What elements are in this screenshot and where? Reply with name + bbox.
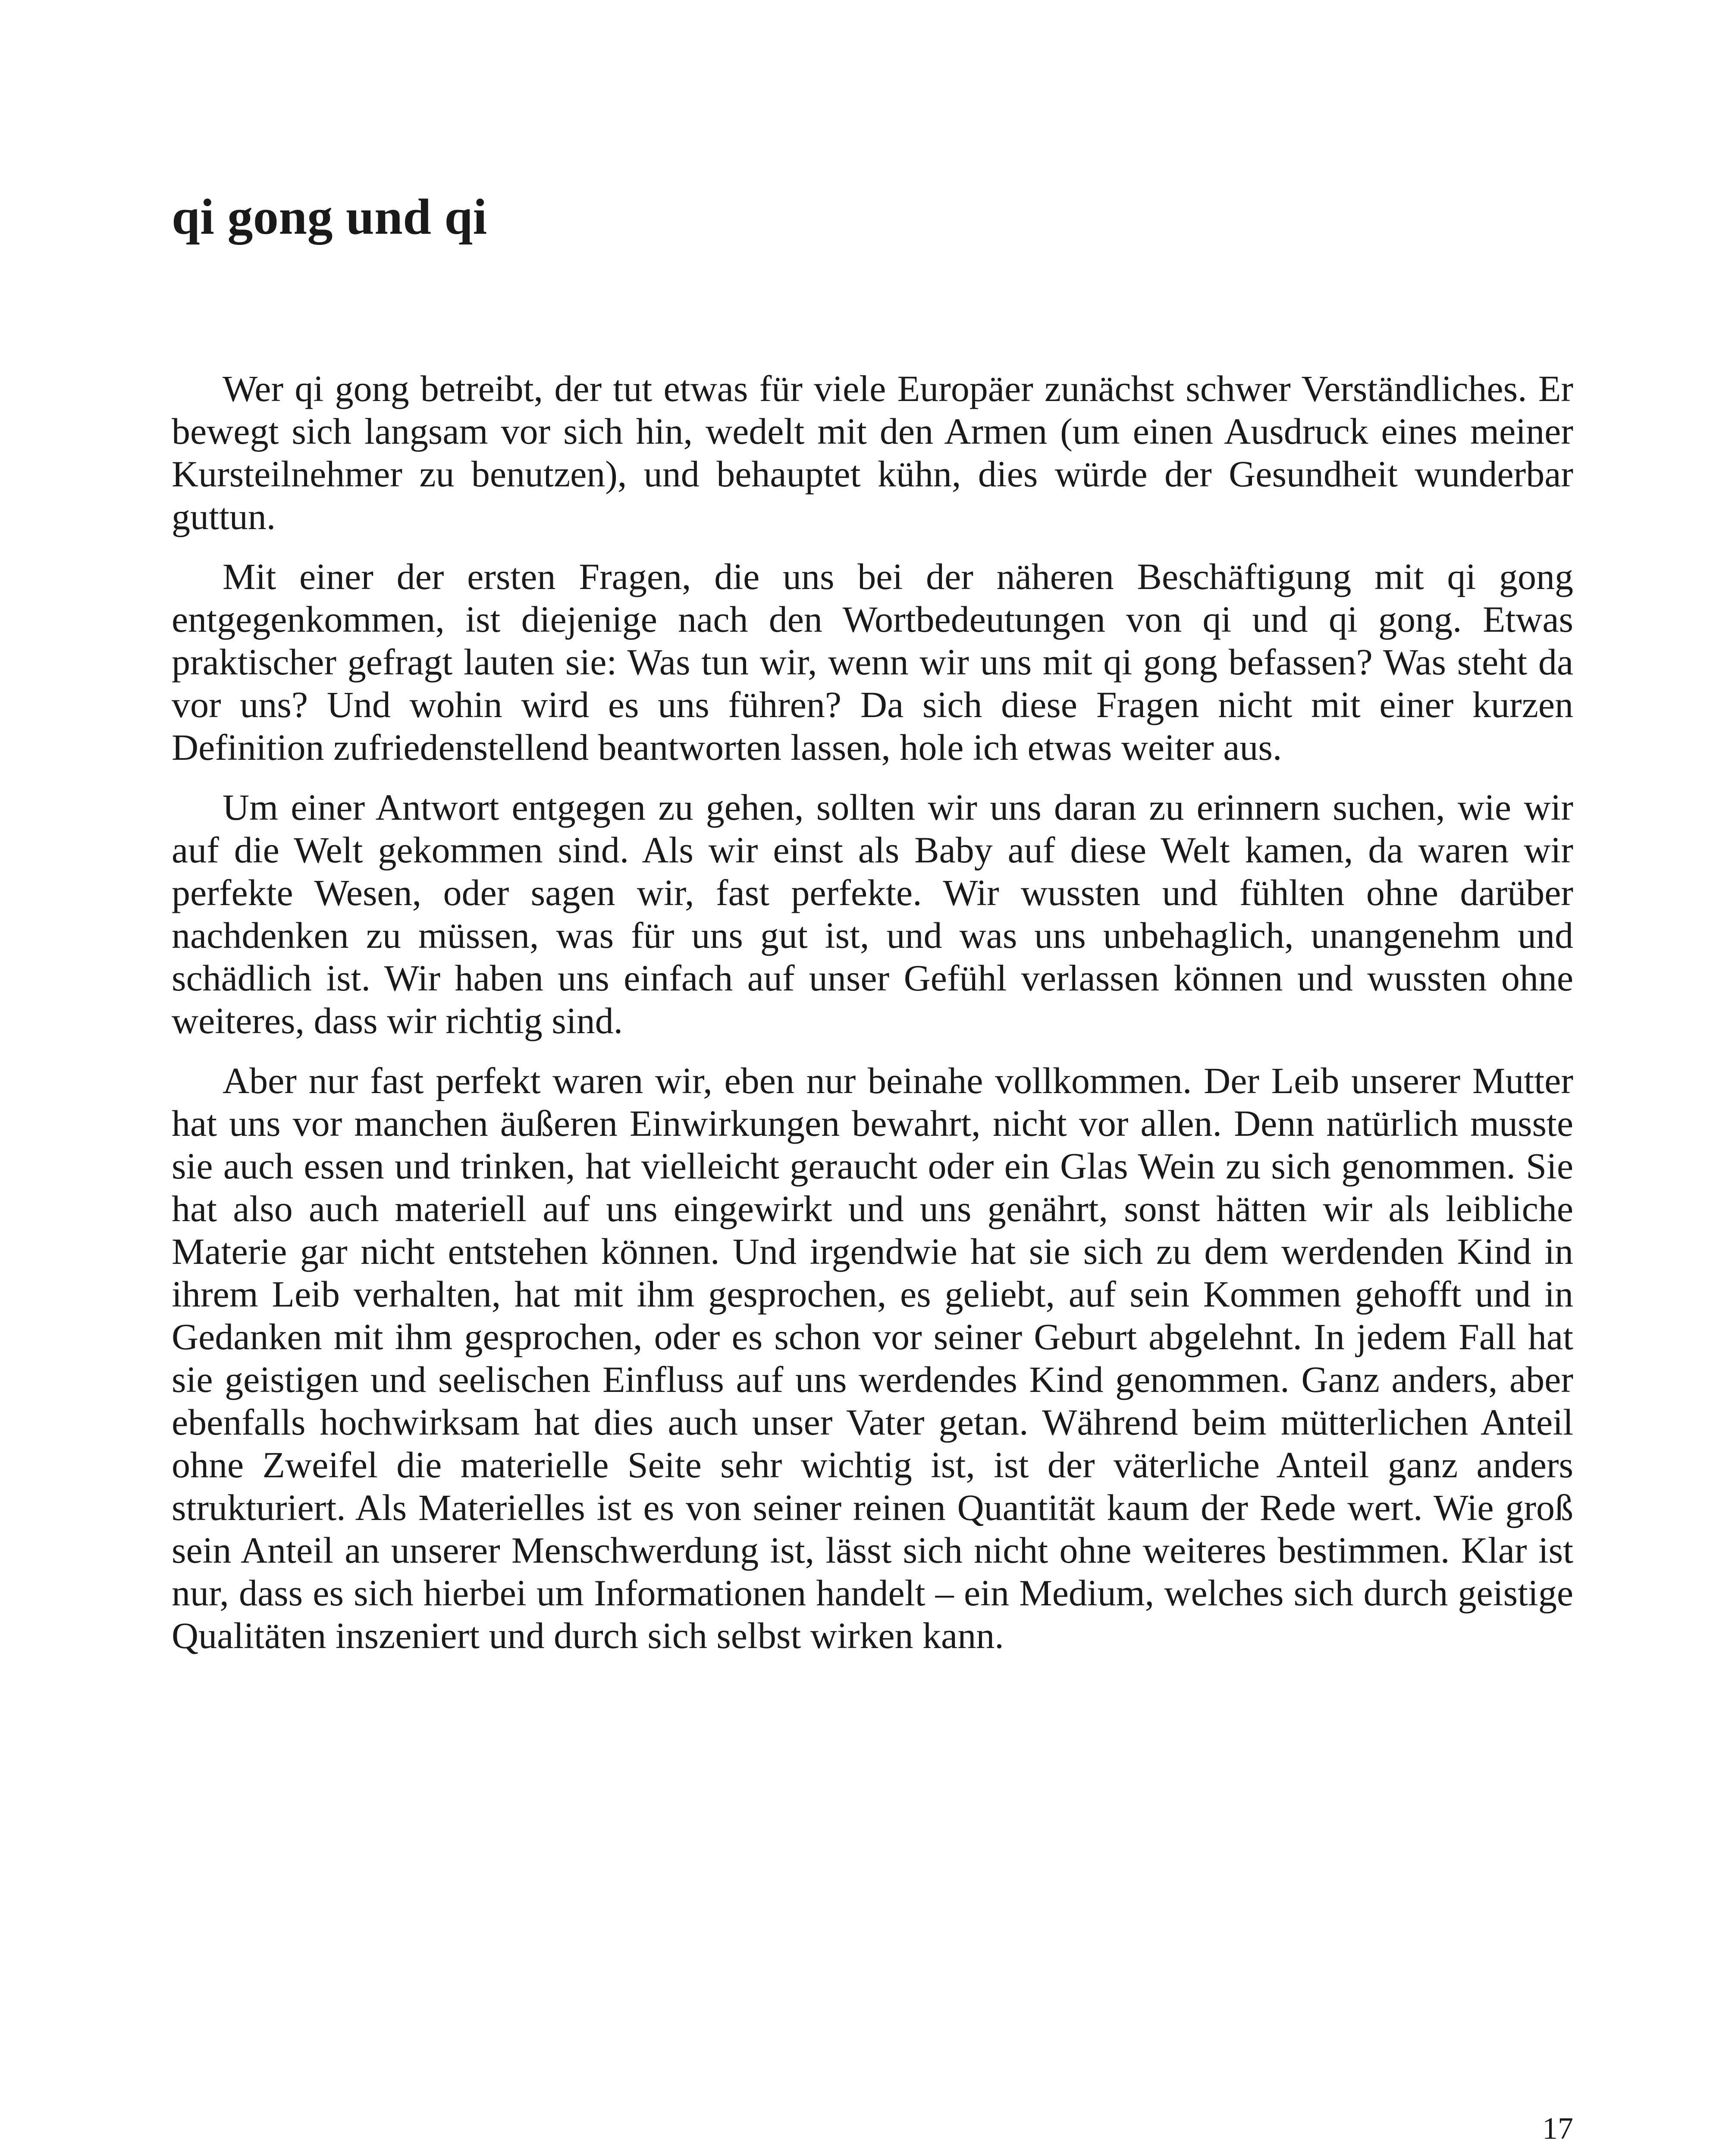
page-number: 17 [1542, 2111, 1573, 2146]
paragraph: Mit einer der ersten Fragen, die uns bei der näheren Beschäftigung mit qi gong entgegenkommen, ist diejenige nach den Wortbedeutungen von qi und qi gong. Etwas praktischer gefragt lauten sie: Was tun wir, wenn wir uns mit qi gong befassen? Was steht da vor uns? Und wohin wird es uns führen? Da sich diese Fragen nicht mit einer kurzen Definition zufriedenstellend beantworten lassen, hole ich etwas weiter aus. [172, 556, 1573, 768]
paragraph: Wer qi gong betreibt, der tut etwas für viele Europäer zunächst schwer Verständliches. Er bewegt sich langsam vor sich hin, wedelt mit den Armen (um einen Ausdruck eines meiner Kursteilnehmer zu benutzen), und behauptet kühn, dies würde der Gesundheit wunderbar guttun. [172, 368, 1573, 537]
paragraph: Um einer Antwort entgegen zu gehen, sollten wir uns daran zu erinnern suchen, wie wir auf die Welt gekommen sind. Als wir einst als Baby auf diese Welt kamen, da waren wir perfekte Wesen, oder sagen wir, fast perfekte. Wir wussten und fühlten ohne darüber nachdenken zu müssen, was für uns gut ist, und was uns unbehaglich, unangenehm und schädlich ist. Wir haben uns einfach auf unser Gefühl verlassen können und wussten ohne weiteres, dass wir richtig sind. [172, 787, 1573, 1041]
paragraph: Aber nur fast perfekt waren wir, eben nur beinahe vollkommen. Der Leib unserer Mutter hat uns vor manchen äußeren Einwirkungen bewahrt, nicht vor allen. Denn natürlich musste sie auch essen und trinken, hat vielleicht geraucht oder ein Glas Wein zu sich genommen. Sie hat also auch materiell auf uns eingewirkt und uns genährt, sonst hätten wir als leibliche Materie gar nicht entstehen können. Und irgendwie hat sie sich zu dem werdenden Kind in ihrem Leib verhalten, hat mit ihm gesprochen, es geliebt, auf sein Kommen gehofft und in Gedanken mit ihm gesprochen, oder es schon vor seiner Geburt abgelehnt. In jedem Fall hat sie geistigen und seelischen Einfluss auf uns werdendes Kind genommen. Ganz anders, aber ebenfalls hochwirksam hat dies auch unser Vater getan. Während beim mütterlichen Anteil ohne Zweifel die materielle Seite sehr wichtig ist, ist der väterliche Anteil ganz anders strukturiert. Als Materielles ist es von seiner reinen Quantität kaum der Rede wert. Wie groß sein Anteil an unserer Menschwerdung ist, lässt sich nicht ohne weiteres bestimmen. Klar ist nur, dass es sich hierbei um Informationen handelt – ein Medium, welches sich durch geistige Qualitäten inszeniert und durch sich selbst wirken kann. [172, 1060, 1573, 1656]
chapter-heading: qi gong und qi [172, 188, 487, 245]
body-text [172, 367, 1573, 1674]
